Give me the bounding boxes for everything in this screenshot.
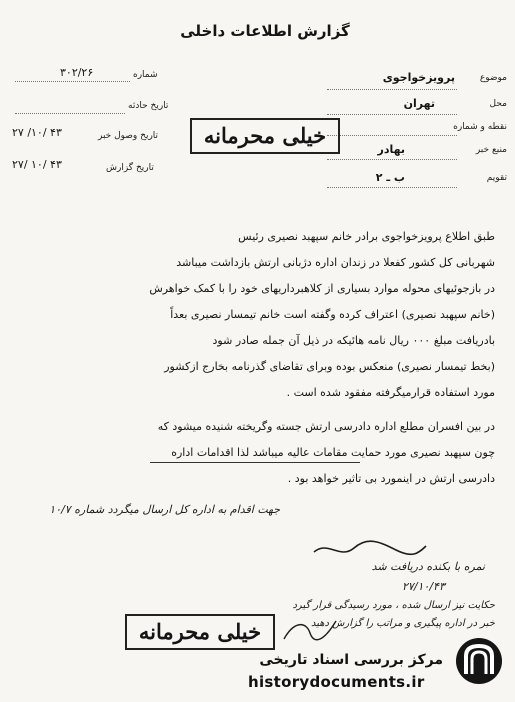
body-line: (خانم سپهبد نصیری) اعتراف کرده وگفته است خانم تیمسار نصیری بعداً	[170, 308, 495, 321]
handwritten-note-dispatch: جهت اقدام به اداره کل ارسال میگردد شماره ۱۰/۷	[49, 503, 280, 516]
point-number-dots	[327, 134, 457, 136]
body-line: طبق اطلاع پرویزخواجوی برادر خانم سپهبد نصیری رئیس	[238, 230, 495, 243]
number-value: ۳۰۲/۲۶	[60, 66, 94, 79]
signature-mark	[280, 615, 340, 645]
watermark-persian: مرکز بررسی اسناد تاریخی	[259, 652, 443, 668]
handwritten-note-received: نمره با بکنده دریافت شد	[371, 560, 485, 573]
location-value: تهران	[403, 97, 435, 110]
body-line: (بخط تیمسار نصیری) منعکس بوده وبرای تقاضای گذرنامه بخارج ازکشور	[164, 360, 495, 373]
body-line: در بازجوئیهای محوله موارد بسیاری از کلاهبرداریهای خود را با کمک خواهرش	[149, 282, 495, 295]
top-confidential-stamp: خیلی محرمانه	[190, 118, 340, 154]
location-label: محل	[489, 99, 507, 109]
archive-logo-icon	[452, 632, 506, 690]
point-number-label: نقطه و شماره	[453, 122, 507, 132]
news-source-label: منبع خبر	[475, 145, 507, 155]
incident-date-dots	[15, 112, 125, 114]
bottom-confidential-stamp: خیلی محرمانه	[125, 614, 275, 650]
evaluation-dots	[327, 186, 457, 188]
subject-label: موضوع	[479, 73, 507, 83]
evaluation-label: تقویم	[486, 173, 507, 183]
evaluation-value: ب ـ ۲	[375, 171, 405, 184]
location-dots	[327, 113, 457, 115]
body-line: شهربانی کل کشور کفعلا در زندان اداره دژبانی ارتش بازداشت میباشد	[176, 256, 495, 269]
body-underline	[150, 462, 360, 463]
incident-date-label: تاریخ حادثه	[128, 101, 169, 111]
handwritten-note-followup: خبر در اداره پیگیری و مراتب را گزارش دهید	[311, 618, 495, 629]
body-line: در بین افسران مطلع اداره دادرسی ارتش جسته وگریخته شنیده میشود که	[157, 420, 495, 433]
report-date-label: تاریخ گزارش	[106, 163, 154, 173]
number-label: شماره	[133, 70, 158, 80]
handwritten-note-date: ۲۷/۱۰/۴۳	[402, 580, 445, 593]
watermark-url: historydocuments.ir	[248, 673, 425, 691]
receipt-date-label: تاریخ وصول خبر	[98, 131, 159, 141]
subject-dots	[327, 88, 457, 90]
news-source-value: بهادر	[377, 143, 405, 156]
news-source-dots	[327, 158, 457, 160]
report-date-value: ۲۷/ ۱۰/ ۴۳	[12, 158, 62, 171]
body-line: بادریافت مبلغ ۰۰۰ ریال نامه هائیکه در ذیل آن جمله صادر شود	[212, 334, 495, 347]
body-line: چون سپهبد نصیری مورد حمایت مقامات عالیه میباشد لذا اقدامات اداره	[171, 446, 495, 459]
receipt-date-value: ۲۷ /۱۰/ ۴۳	[12, 126, 62, 139]
body-line: مورد استفاده قرارمیگرفته مفقود شده است .	[286, 386, 495, 399]
subject-value: پرویزخواجوی	[382, 71, 455, 84]
body-line: دادرسی ارتش در اینمورد بی تاثیر خواهد بود .	[287, 472, 495, 485]
signature-scribble	[310, 538, 430, 562]
handwritten-note-review: حکایت نیز ارسال شده ، مورد رسیدگی قرار گیرد	[292, 600, 495, 611]
number-dots	[15, 80, 130, 82]
report-title: گزارش اطلاعات داخلی	[180, 22, 350, 40]
